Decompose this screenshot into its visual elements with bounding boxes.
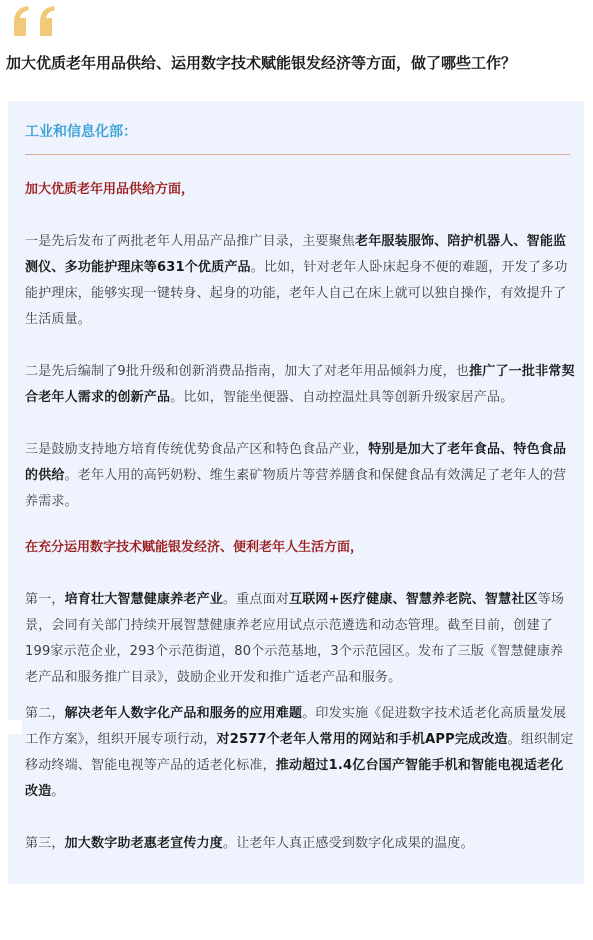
paragraph-3: 三是鼓励支持地方培育传统优势食品产区和特色食品产业，特别是加大了老年食品、特色食品的供给。老年人用的高钙奶粉、维生素矿物质片等营养膳食和保健食品有效满足了老年人的营养需求。 xyxy=(25,442,567,509)
question-heading: 加大优质老年用品供给、运用数字技术赋能银发经济等方面，做了哪些工作？ xyxy=(6,54,517,72)
paragraph-5: 第二，解决老年人数字化产品和服务的应用难题。印发实施《促进数字技术适老化高质量发展工作方案》，组织开展专项行动，对2577个老年人常用的网站和手机APP完成改造。组织制定移动终端、智能电视等产品的适老化标准，推动超过1.4亿台国产智能手机和智能电视适老化改造。 xyxy=(25,706,574,799)
paragraph-4: 第一，培育壮大智慧健康养老产业。重点面对互联网+医疗健康、智慧养老院、智慧社区等场景，会同有关部门持续开展智慧健康养老应用试点示范遴选和动态管理。截至目前，创建了199家示范企业，293个示范街道，80个示范基地，3个示范园区。发布了三版《智慧健康养老产品和服务推广目录》，鼓励企业开发和推广适老产品和服务。 xyxy=(25,592,565,685)
department-label: 工业和信息化部： xyxy=(25,124,137,140)
paragraph-6: 第三，加大数字助老惠老宣传力度。让老年人真正感受到数字化成果的温度。 xyxy=(25,836,474,851)
quote-icon xyxy=(12,4,64,38)
paragraph-2: 二是先后编制了9批升级和创新消费品指南，加大了对老年用品倾斜力度，也推广了一批非常契合老年人需求的创新产品。比如，智能坐便器、自动控温灶具等创新升级家居产品。 xyxy=(25,364,575,405)
answer-content xyxy=(25,120,575,857)
panel-notch xyxy=(8,720,22,734)
section-heading-digital: 在充分运用数字技术赋能银发经济、便利老年人生活方面， xyxy=(25,540,364,555)
paragraph-1: 一是先后发布了两批老年人用品产品推广目录，主要聚焦老年服装服饰、陪护机器人、智能监测仪、多功能护理床等631个优质产品。比如，针对老年人卧床起身不便的难题，开发了多功能护理床，能够实现一键转身、起身的功能，老年人自己在床上就可以独自操作，有效提升了生活质量。 xyxy=(25,234,568,327)
section-heading-supply: 加大优质老年用品供给方面， xyxy=(25,182,195,197)
